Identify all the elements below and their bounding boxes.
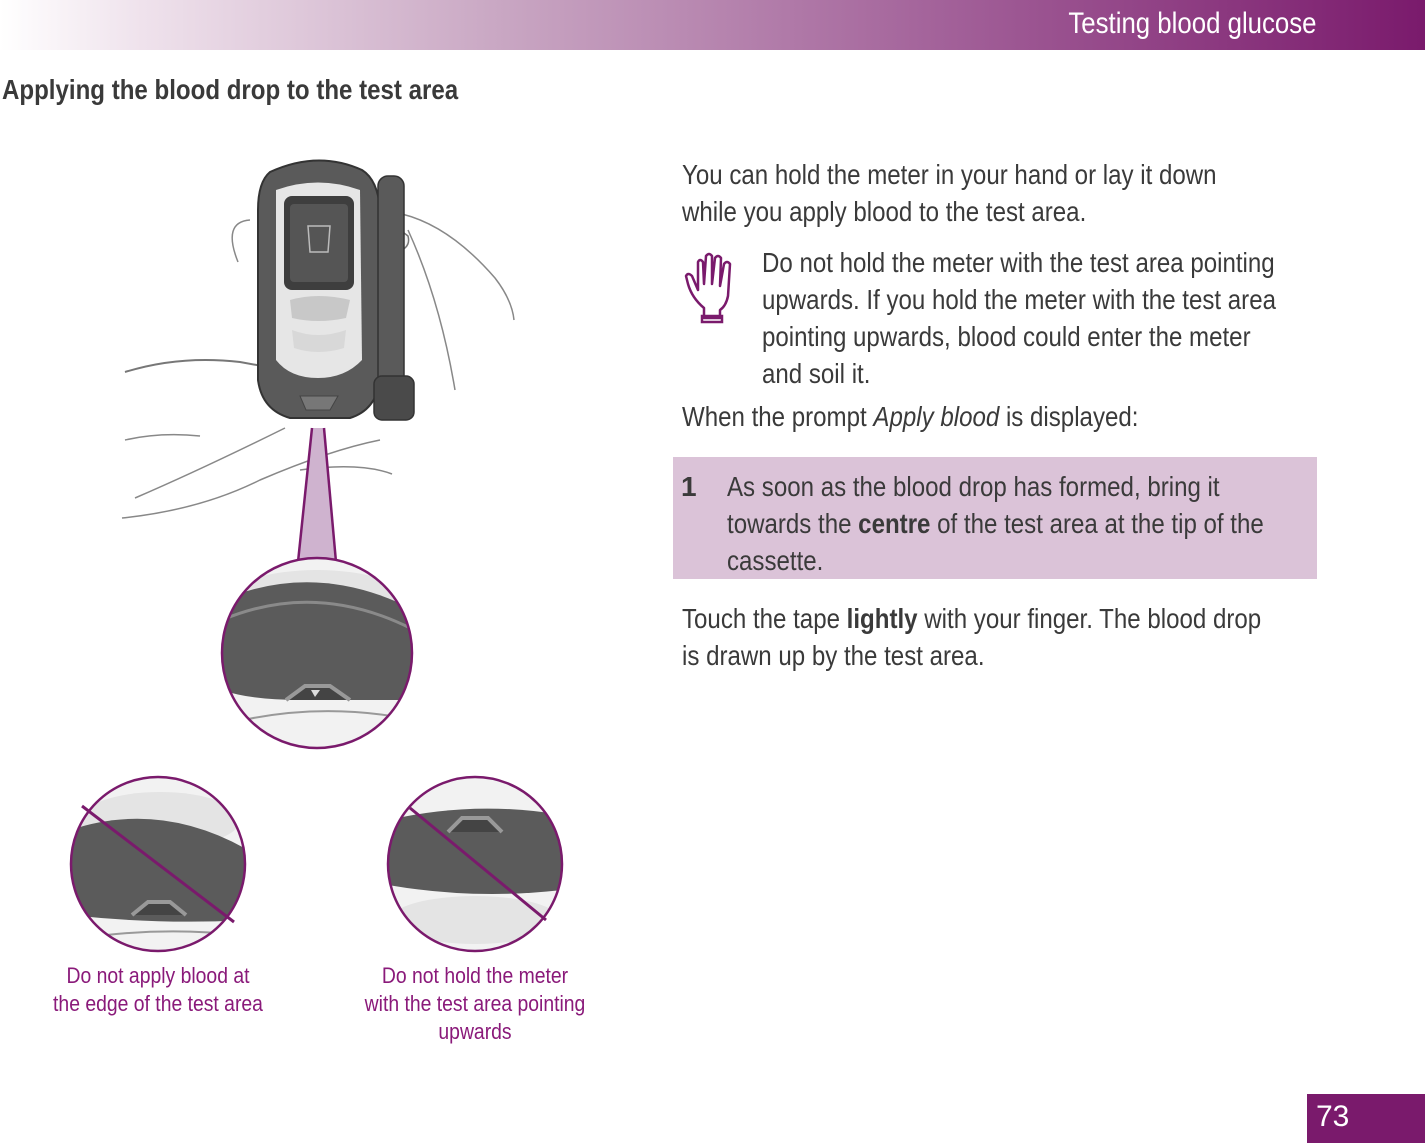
prompt-name: Apply blood	[873, 401, 1000, 432]
step-text: As soon as the blood drop has formed, bring it towards the centre of the test area at the tip of the cassette.	[727, 471, 1264, 576]
intro-paragraph	[682, 156, 1217, 230]
section-title: Applying the blood drop to the test area	[2, 74, 459, 105]
warning-text	[762, 244, 1276, 392]
warning-line-1: Do not hold the meter with the test area pointing	[762, 247, 1275, 278]
caption-upwards-warning: Do not hold the meter with the test area pointing upwards	[364, 963, 586, 1044]
step-number: 1	[681, 471, 697, 502]
intro-line-2: while you apply blood to the test area.	[682, 196, 1087, 227]
touch-paragraph: Touch the tape lightly with your finger. The blood drop is drawn up by the test area.	[682, 603, 1262, 671]
warning-line-2: upwards. If you hold the meter with the test area	[762, 284, 1276, 315]
warning-line-3: pointing upwards, blood could enter the meter	[762, 321, 1251, 352]
hand-stop-icon	[686, 254, 730, 322]
page-number: 73	[1316, 1100, 1350, 1133]
prompt-line: When the prompt Apply blood is displayed:	[682, 401, 1139, 432]
warning-line-4: and soil it.	[762, 358, 871, 389]
caption-edge-warning: Do not apply blood at the edge of the test area	[53, 963, 263, 1016]
header-title: Testing blood glucose	[1068, 7, 1317, 40]
intro-line-1: You can hold the meter in your hand or lay it down	[682, 159, 1217, 190]
